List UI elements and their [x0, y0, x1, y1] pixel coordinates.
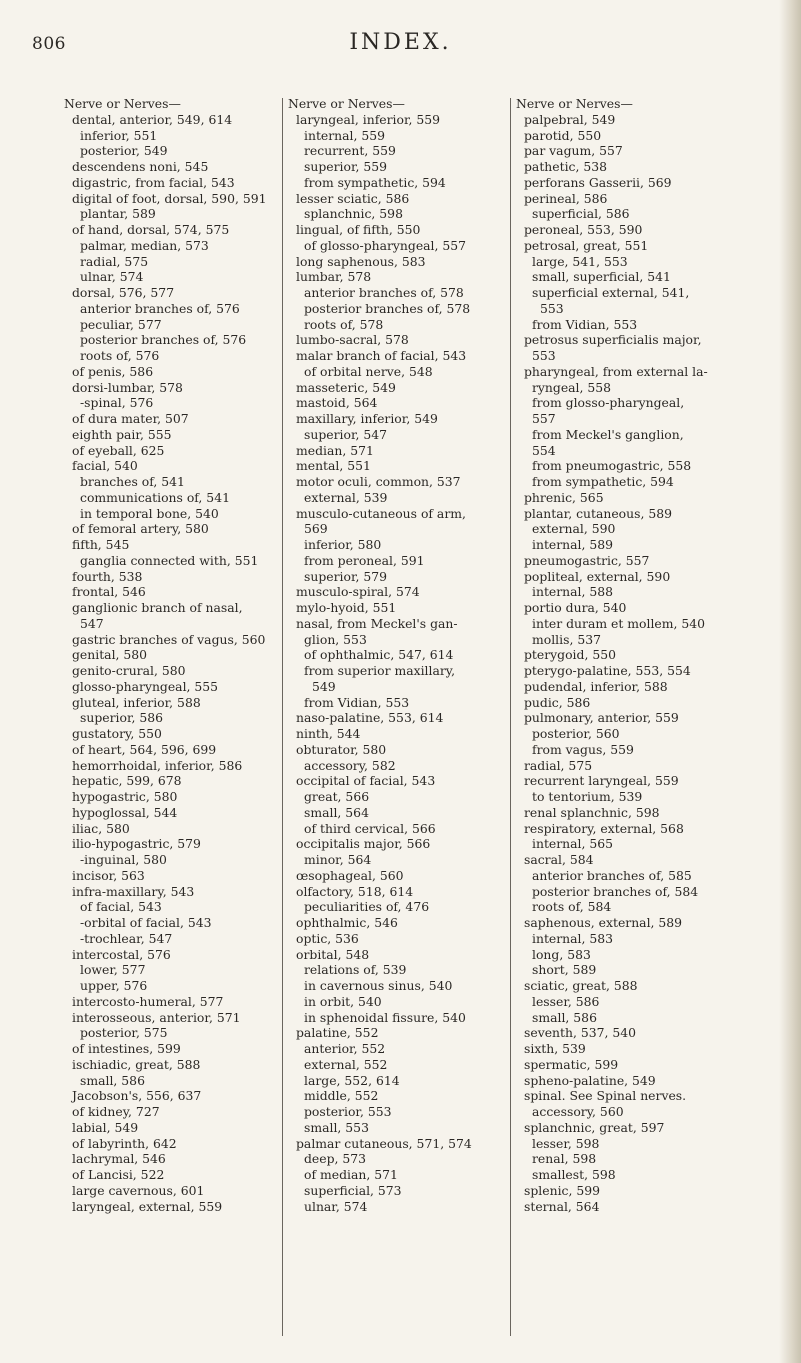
index-entry: from Vidian, 553: [304, 694, 410, 710]
index-entry: inferior, 580: [304, 537, 382, 552]
index-entry: laryngeal, external, 559: [72, 1198, 223, 1214]
page-title: INDEX.: [349, 30, 452, 55]
index-entry: posterior branches of, 578: [304, 300, 471, 316]
index-entry: 553: [532, 348, 556, 363]
index-entry: 553: [540, 300, 564, 316]
index-entry: perineal, 586: [524, 190, 608, 206]
index-entry: of glosso-pharyngeal, 557: [304, 237, 467, 253]
index-entry: lesser, 598: [532, 1135, 600, 1151]
index-entry: sciatic, great, 588: [524, 978, 638, 993]
index-entry: of kidney, 727: [72, 1104, 160, 1119]
index-entry: superior, 559: [304, 159, 388, 174]
index-entry: middle, 552: [304, 1088, 379, 1104]
index-entry: lesser, 586: [532, 993, 600, 1009]
index-entry: superior, 579: [304, 568, 388, 584]
index-entry: roots of, 578: [304, 316, 384, 332]
index-entry: of third cervical, 566: [304, 820, 436, 836]
index-entry: respiratory, external, 568: [524, 820, 684, 836]
index-entry: palatine, 552: [296, 1025, 379, 1041]
index-entry: maxillary, inferior, 549: [296, 411, 438, 426]
index-entry: large cavernous, 601: [72, 1182, 205, 1198]
index-entry: dorsal, 576, 577: [72, 285, 175, 300]
index-entry: mental, 551: [296, 458, 371, 474]
index-entry: of hand, dorsal, 574, 575: [72, 222, 230, 237]
index-entry: long saphenous, 583: [296, 253, 426, 269]
index-entry: of labyrinth, 642: [72, 1135, 177, 1151]
index-entry: minor, 564: [304, 852, 372, 867]
index-entry: plantar, 589: [80, 206, 156, 222]
index-entry: accessory, 560: [532, 1104, 624, 1119]
index-entry: -orbital of facial, 543: [80, 915, 212, 930]
index-entry: from peroneal, 591: [304, 552, 425, 568]
index-entry: spheno-palatine, 549: [524, 1072, 656, 1088]
index-entry: roots of, 584: [532, 899, 612, 915]
index-entry: smallest, 598: [532, 1167, 616, 1182]
index-entry: external, 539: [304, 489, 388, 505]
index-column-3: [516, 96, 766, 1214]
index-entry: pneumogastric, 557: [524, 552, 650, 568]
index-entry: from sympathetic, 594: [532, 474, 674, 489]
index-entry: digastric, from facial, 543: [72, 174, 235, 190]
index-entry: in sphenoidal fissure, 540: [304, 1009, 466, 1025]
index-entry: Jacobson's, 556, 637: [72, 1088, 202, 1104]
index-entry: occipital of facial, 543: [296, 773, 436, 789]
index-entry: small, 553: [304, 1119, 369, 1135]
page-edge-shadow: [779, 0, 801, 1363]
index-heading: Nerve or Nerves—: [64, 96, 181, 111]
index-column-1: [64, 96, 276, 1214]
index-entry: superior, 586: [80, 710, 164, 726]
index-entry: renal, 598: [532, 1151, 597, 1167]
index-entry: in cavernous sinus, 540: [304, 978, 453, 993]
index-entry: glion, 553: [304, 631, 367, 647]
index-heading: Nerve or Nerves—: [288, 96, 405, 111]
index-entry: splanchnic, great, 597: [524, 1119, 665, 1135]
index-entry: of heart, 564, 596, 699: [72, 741, 217, 757]
index-entry: ilio-hypogastric, 579: [72, 836, 201, 852]
index-entry: in orbit, 540: [304, 993, 382, 1009]
index-entry: posterior, 553: [304, 1104, 392, 1119]
index-entry: peroneal, 553, 590: [524, 222, 643, 237]
column-divider: [510, 98, 511, 1336]
index-entry: posterior, 549: [80, 143, 168, 159]
index-entry: pterygo-palatine, 553, 554: [524, 663, 691, 678]
index-entry: 554: [532, 442, 556, 458]
index-entry: posterior, 575: [80, 1025, 168, 1041]
index-entry: musculo-cutaneous of arm,: [296, 505, 466, 521]
index-entry: from Vidian, 553: [532, 316, 638, 332]
index-entry: posterior branches of, 576: [80, 332, 247, 348]
index-entry: palmar, median, 573: [80, 237, 209, 253]
index-entry: pulmonary, anterior, 559: [524, 710, 679, 726]
index-entry: from Meckel's ganglion,: [532, 426, 684, 442]
index-entry: anterior branches of, 578: [304, 285, 464, 300]
index-entry: gluteal, inferior, 588: [72, 694, 201, 710]
page-number: 806: [32, 34, 66, 54]
index-entry: ganglia connected with, 551: [80, 552, 259, 568]
index-entry: iliac, 580: [72, 820, 130, 836]
index-entry: glosso-pharyngeal, 555: [72, 678, 219, 694]
index-entry: motor oculi, common, 537: [296, 474, 461, 489]
index-entry: small, superficial, 541: [532, 269, 671, 285]
index-entry: accessory, 582: [304, 757, 396, 773]
index-entry: laryngeal, inferior, 559: [296, 111, 441, 127]
index-entry: sixth, 539: [524, 1041, 586, 1056]
index-entry: communications of, 541: [80, 489, 230, 505]
index-entry: par vagum, 557: [524, 143, 623, 159]
index-entry: ischiadic, great, 588: [72, 1056, 201, 1072]
index-heading: Nerve or Nerves—: [516, 96, 633, 111]
index-entry: eighth pair, 555: [72, 426, 172, 442]
index-entry: anterior branches of, 576: [80, 300, 240, 316]
index-entry: of Lancisi, 522: [72, 1167, 165, 1182]
index-entry: palmar cutaneous, 571, 574: [296, 1135, 472, 1151]
index-entry: plantar, cutaneous, 589: [524, 505, 672, 521]
index-entry: portio dura, 540: [524, 600, 627, 615]
index-entry: ulnar, 574: [80, 269, 144, 285]
index-entry: spermatic, 599: [524, 1056, 619, 1072]
index-entry: -trochlear, 547: [80, 930, 173, 946]
index-entry: external, 590: [532, 521, 616, 537]
index-entry: 569: [304, 521, 328, 537]
index-entry: olfactory, 518, 614: [296, 883, 414, 899]
index-entry: pterygoid, 550: [524, 647, 616, 663]
index-entry: genito-crural, 580: [72, 663, 186, 678]
index-entry: 547: [80, 615, 104, 631]
index-entry: anterior, 552: [304, 1041, 386, 1056]
index-entry: of dura mater, 507: [72, 411, 189, 426]
index-entry: seventh, 537, 540: [524, 1025, 637, 1041]
index-entry: from sympathetic, 594: [304, 174, 446, 190]
index-entry: branches of, 541: [80, 474, 185, 489]
index-entry: orbital, 548: [296, 946, 370, 962]
index-entry: sacral, 584: [524, 852, 594, 867]
index-entry: relations of, 539: [304, 962, 407, 978]
index-entry: gustatory, 550: [72, 726, 162, 741]
index-entry: saphenous, external, 589: [524, 915, 683, 930]
index-entry: roots of, 576: [80, 348, 160, 363]
index-entry: of eyeball, 625: [72, 442, 165, 458]
index-entry: labial, 549: [72, 1119, 139, 1135]
index-entry: parotid, 550: [524, 127, 602, 143]
index-entry: pathetic, 538: [524, 159, 608, 174]
index-entry: posterior, 560: [532, 726, 620, 741]
index-entry: interosseous, anterior, 571: [72, 1009, 241, 1025]
index-entry: renal splanchnic, 598: [524, 804, 660, 820]
index-entry: fourth, 538: [72, 568, 143, 584]
index-entry: occipitalis major, 566: [296, 836, 431, 852]
index-entry: deep, 573: [304, 1151, 367, 1167]
index-entry: palpebral, 549: [524, 111, 616, 127]
index-entry: mollis, 537: [532, 631, 601, 647]
index-entry: dorsi-lumbar, 578: [72, 379, 183, 395]
index-entry: superficial external, 541,: [532, 285, 690, 300]
index-entry: perforans Gasserii, 569: [524, 174, 672, 190]
index-entry: pudic, 586: [524, 694, 591, 710]
index-entry: small, 564: [304, 804, 369, 820]
index-entry: œsophageal, 560: [296, 867, 404, 883]
index-entry: optic, 536: [296, 930, 359, 946]
index-entry: sternal, 564: [524, 1198, 600, 1214]
index-entry: intercostal, 576: [72, 946, 171, 962]
index-entry: superficial, 586: [532, 206, 630, 222]
index-entry: of femoral artery, 580: [72, 521, 209, 537]
index-entry: splanchnic, 598: [304, 206, 403, 222]
index-entry: hepatic, 599, 678: [72, 773, 182, 789]
index-entry: of intestines, 599: [72, 1041, 181, 1056]
index-entry: phrenic, 565: [524, 489, 604, 505]
index-entry: facial, 540: [72, 458, 138, 474]
index-entry: intercosto-humeral, 577: [72, 993, 224, 1009]
index-entry: radial, 575: [524, 757, 593, 773]
index-entry: recurrent, 559: [304, 143, 396, 159]
index-entry: short, 589: [532, 962, 597, 978]
index-entry: small, 586: [80, 1072, 145, 1088]
index-entry: internal, 589: [532, 537, 614, 552]
index-entry: obturator, 580: [296, 741, 387, 757]
index-entry: -inguinal, 580: [80, 852, 167, 867]
index-entry: gastric branches of vagus, 560: [72, 631, 266, 647]
index-entry: recurrent laryngeal, 559: [524, 773, 679, 789]
index-entry: long, 583: [532, 946, 591, 962]
index-entry: descendens noni, 545: [72, 159, 209, 174]
index-entry: external, 552: [304, 1056, 388, 1072]
index-entry: radial, 575: [80, 253, 149, 269]
index-entry: 557: [532, 411, 556, 426]
index-entry: of orbital nerve, 548: [304, 363, 433, 379]
index-entry: splenic, 599: [524, 1182, 600, 1198]
index-entry: ulnar, 574: [304, 1198, 368, 1214]
index-entry: lumbar, 578: [296, 269, 372, 285]
index-entry: of facial, 543: [80, 899, 162, 915]
index-entry: upper, 576: [80, 978, 148, 993]
index-entry: internal, 565: [532, 836, 614, 852]
index-entry: dental, anterior, 549, 614: [72, 111, 233, 127]
index-entry: mastoid, 564: [296, 395, 378, 411]
index-entry: internal, 559: [304, 127, 386, 143]
index-entry: incisor, 563: [72, 867, 145, 883]
index-entry: ganglionic branch of nasal,: [72, 600, 243, 615]
index-entry: pharyngeal, from external la-: [524, 363, 708, 379]
index-column-2: [288, 96, 506, 1214]
index-entry: ninth, 544: [296, 726, 361, 741]
index-entry: small, 586: [532, 1009, 597, 1025]
index-entry: posterior branches of, 584: [532, 883, 699, 899]
index-entry: masseteric, 549: [296, 379, 396, 395]
index-entry: hemorrhoidal, inferior, 586: [72, 757, 243, 773]
index-entry: digital of foot, dorsal, 590, 591: [72, 190, 267, 206]
index-entry: from pneumogastric, 558: [532, 458, 692, 474]
index-entry: in temporal bone, 540: [80, 505, 219, 521]
index-entry: large, 541, 553: [532, 253, 628, 269]
index-entry: of median, 571: [304, 1167, 398, 1182]
index-entry: malar branch of facial, 543: [296, 348, 467, 363]
index-entry: of ophthalmic, 547, 614: [304, 647, 454, 663]
index-entry: from superior maxillary,: [304, 663, 456, 678]
index-entry: large, 552, 614: [304, 1072, 400, 1088]
column-divider: [282, 98, 283, 1336]
index-entry: ophthalmic, 546: [296, 915, 398, 930]
index-entry: internal, 583: [532, 930, 614, 946]
index-entry: pudendal, inferior, 588: [524, 678, 668, 694]
index-entry: anterior branches of, 585: [532, 867, 692, 883]
index-entry: spinal. See Spinal nerves.: [524, 1088, 687, 1104]
index-entry: petrosal, great, 551: [524, 237, 649, 253]
index-entry: mylo-hyoid, 551: [296, 600, 397, 615]
index-entry: -spinal, 576: [80, 395, 154, 411]
index-entry: inferior, 551: [80, 127, 158, 143]
index-entry: musculo-spiral, 574: [296, 584, 420, 600]
index-entry: of penis, 586: [72, 363, 154, 379]
index-entry: fifth, 545: [72, 537, 130, 552]
index-entry: from glosso-pharyngeal,: [532, 395, 685, 411]
index-entry: genital, 580: [72, 647, 148, 663]
index-entry: naso-palatine, 553, 614: [296, 710, 444, 726]
index-entry: popliteal, external, 590: [524, 568, 671, 584]
index-entry: infra-maxillary, 543: [72, 883, 195, 899]
index-entry: peculiarities of, 476: [304, 899, 430, 915]
index-entry: from vagus, 559: [532, 741, 634, 757]
index-entry: lachrymal, 546: [72, 1151, 166, 1167]
index-entry: nasal, from Meckel's gan-: [296, 615, 458, 631]
index-entry: 549: [312, 678, 336, 694]
index-entry: lower, 577: [80, 962, 146, 978]
index-entry: lumbo-sacral, 578: [296, 332, 409, 348]
index-entry: peculiar, 577: [80, 316, 162, 332]
index-entry: great, 566: [304, 789, 370, 804]
index-entry: petrosus superficialis major,: [524, 332, 702, 348]
index-entry: median, 571: [296, 442, 374, 458]
index-entry: superficial, 573: [304, 1182, 402, 1198]
index-entry: hypoglossal, 544: [72, 804, 178, 820]
index-entry: hypogastric, 580: [72, 789, 178, 804]
index-entry: internal, 588: [532, 584, 614, 600]
index-entry: ryngeal, 558: [532, 379, 612, 395]
index-entry: lesser sciatic, 586: [296, 190, 410, 206]
index-entry: inter duram et mollem, 540: [532, 615, 706, 631]
index-entry: lingual, of fifth, 550: [296, 222, 421, 237]
index-entry: superior, 547: [304, 426, 388, 442]
index-entry: to tentorium, 539: [532, 789, 643, 804]
index-entry: frontal, 546: [72, 584, 146, 600]
